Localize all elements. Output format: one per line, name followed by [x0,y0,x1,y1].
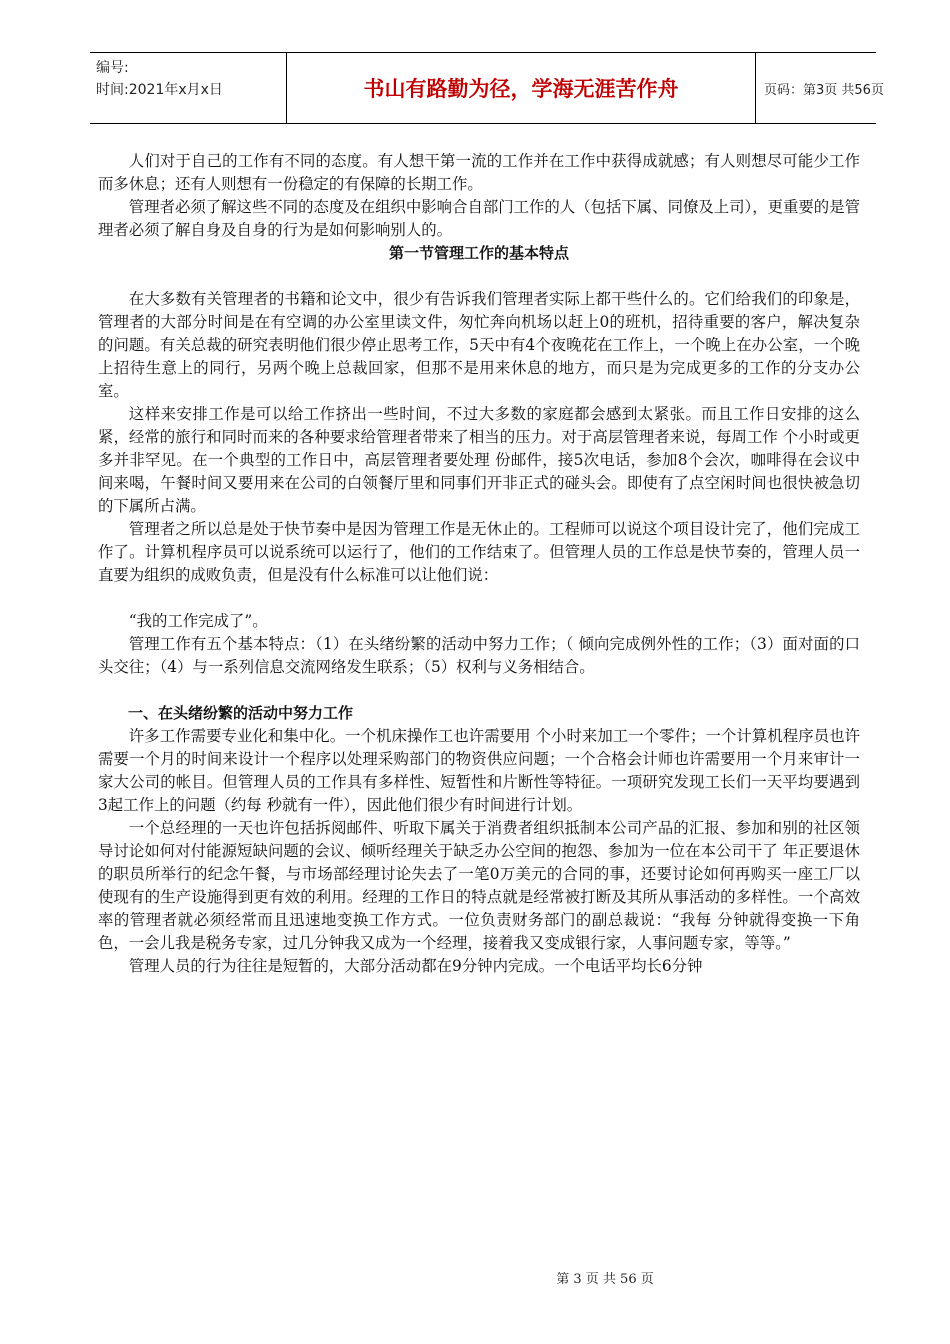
paragraph: 管理者之所以总是处于快节奏中是因为管理工作是无休止的。工程师可以说这个项目设计完了，他们完成工作了。计算机程序员可以说系统可以运行了，他们的工作结束了。但管理人员的工作总是快节奏的，管理人员一直要为组织的成败负责，但是没有什么标准可以让他们说： [98,520,860,584]
paragraph: 许多工作需要专业化和集中化。一个机床操作工也许需要用 个小时来加工一个零件；一个计算机程序员也许需要一个月的时间来设计一个程序以处理采购部门的物资供应问题；一个合格会计师也许需要用一个月来审计一家大公司的帐目。但管理人员的工作具有多样性、短暂性和片断性等特征。一项研究发现工长们一天平均要遇到3起工作上的问题（约每 秒就有一件），因此他们很少有时间进行计划。 [98,727,860,814]
paragraph: 这样来安排工作是可以给工作挤出一些时间，不过大多数的家庭都会感到太紧张。而且工作日安排的这么紧，经常的旅行和同时而来的各种要求给管理者带来了相当的压力。对于高层管理者来说，每周工作 个小时或更多并非罕见。在一个典型的工作日中，高层管理者要处理 份邮件，接5次电话，参加8个会次，咖啡得在会议中间来喝，午餐时间又要用来在公司的白领餐厅里和同事们开非正式的碰头会。即使有了点空闲时间也很快被急切的下属所占满。 [98,405,860,515]
subsection-heading: 一、在头绪纷繁的活动中努力工作 [128,704,354,722]
section-heading: 第一节管理工作的基本特点 [388,244,569,262]
header-motto: 书山有路勤为径，学海无涯苦作舟 [286,53,756,123]
paragraph: 管理者必须了解这些不同的态度及在组织中影响合自部门工作的人（包括下属、同僚及上司），更重要的是管理者必须了解自身及自身的行为是如何影响别人的。 [98,198,860,239]
page-header [90,52,884,124]
paragraph: 一个总经理的一天也许包括拆阅邮件、听取下属关于消费者组织抵制本公司产品的汇报、参加和别的社区领导讨论如何对付能源短缺问题的会议、倾听经理关于缺乏办公空间的抱怨、参加为一位在本公司干了 年正要退休的职员所举行的纪念午餐，与市场部经理讨论失去了一笔0万美元的合同的事，还要讨论如何再购买一座工厂以使现有的生产设施得到更有效的利用。经理的工作日的特点就是经常被打断及其所从事活动的多样性。一个高效率的管理者就必须经常而且迅速地变换工作方式。一位负责财务部门的副总裁说：“我每 分钟就得变换一下角色，一会儿我是税务专家，过几分钟我又成为一个经理，接着我又变成银行家，人事问题专家，等等。” [98,819,860,952]
paragraph: 管理工作有五个基本特点：（1）在头绪纷繁的活动中努力工作；（ 倾向完成例外性的工作；（3）面对面的口头交往；（4）与一系列信息交流网络发生联系；（5）权利与义务相结合。 [98,635,860,676]
document-number-label: 编号: [96,60,129,76]
header-meta [96,57,280,101]
header-page-info: 页码：第3页 共56页 [764,82,884,98]
paragraph: 在大多数有关管理者的书籍和论文中，很少有告诉我们管理者实际上都干些什么的。它们给我们的印象是，管理者的大部分时间是在有空调的办公室里读文件，匆忙奔向机场以赶上0的班机，招待重要的客户，解决复杂的问题。有关总裁的研究表明他们很少停止思考工作，5天中有4个夜晚花在工作上，一个晚上在办公室，一个晚上招待生意上的同行，另两个晚上总裁回家，但那不是用来休息的地方，而只是为完成更多的工作的分支办公室。 [98,290,860,400]
quote-line: “我的工作完成了”。 [128,612,268,630]
document-time: 时间:2021年x月x日 [96,82,223,98]
paragraph: 管理人员的行为往往是短暂的，大部分活动都在9分钟内完成。一个电话平均长6分钟 [128,957,703,975]
document-body [98,150,860,978]
paragraph: 人们对于自己的工作有不同的态度。有人想干第一流的工作并在工作中获得成就感；有人则想尽可能少工作而多休息；还有人则想有一份稳定的有保障的长期工作。 [98,152,860,193]
page-footer: 第 3 页 共 56 页 [556,1272,654,1287]
